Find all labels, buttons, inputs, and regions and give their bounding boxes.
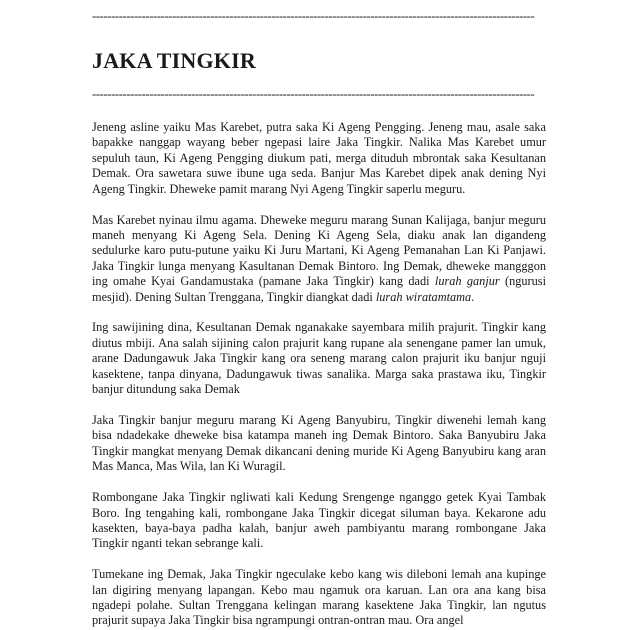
paragraph-2-text-c: . (471, 289, 475, 304)
paragraph-2-italic-lurah-ganjur: lurah ganjur (434, 274, 500, 289)
paragraph-1: Jeneng asline yaiku Mas Karebet, putra saka Ki Ageng Pengging. Jeneng mau, asale saka bapakke nanggap wayang beber ngepasi laire Jaka Tingkir. Nalika Mas Karebet umur sepuluh taun, Ki Ageng Pengging diukum pati, merga dituduh mbrontak saka Kesultanan Demak. Ora sawetara suwe ibune uga seda. Banjur Mas Karebet dipek anak dening Nyi Ageng Tingkir. Dheweke pamit marang Nyi Ageng Tingkir saperlu meguru. (92, 120, 546, 196)
dashed-rule-top: -------------------------------------------------------------------------------------------------------------------- (92, 10, 535, 23)
page-title: JAKA TINGKIR (92, 48, 256, 73)
paragraph-2-text-a: Mas Karebet nyinau ilmu agama. Dheweke meguru marang Sunan Kalijaga, banjur meguru maneh menyang Ki Ageng Sela. Dening Ki Ageng Sela, diaku anak lan digandeng sedulurke karo putu-putune yaiku Ki Juru Martani, Ki Ageng Pemanahan Lan Ki Panjawi. Jaka Tingkir lunga menyang Kasultanan Demak Bintoro. Ing Demak, dheweke mangggon ing omahe Kyai Gandamustaka (pamane Jaka Tingkir) kang dadi (92, 212, 546, 289)
paragraph-2-text-b: (ngurusi mesjid). Dening Sultan Trenggana, Tingkir diangkat dadi (92, 274, 546, 304)
paragraph-3: Ing sawijining dina, Kesultanan Demak nganakake sayembara milih prajurit. Tingkir kang diutus mbiji. Ana salah sijining calon prajurit kang rupane ala senengane pamer lan umuk, arane Dadungawuk Jaka Tingkir kang ora seneng marang calon prajurit iku banjur nguji kasektene, tanpa dinyana, Dadungawuk tiwas sanalika. Marga saka prastawa iku, Tingkir banjur ditundung saka Demak (92, 320, 546, 397)
paragraph-4: Jaka Tingkir banjur meguru marang Ki Ageng Banyubiru, Tingkir diwenehi lemah kang bisa ndadekake dheweke bisa katampa maneh ing Demak Bintoro. Saka Banyubiru Jaka Tingkir mangkat menyang Demak dikancani dening muride Ki Ageng Banyubiru kang aran Mas Manca, Mas Wila, lan Ki Wuragil. (92, 413, 546, 474)
paragraph-5: Rombongane Jaka Tingkir ngliwati kali Kedung Srengenge nganggo getek Kyai Tambak Boro. Ing tengahing kali, rombongane Jaka Tingkir dicegat siluman baya. Kekarone adu kasekten, baya-baya padha kalah, banjur aweh pambiyantu marang rombongane Jaka Tingkir nganti tekan sebrange kali. (92, 490, 546, 551)
paragraph-2-italic-lurah-wiratamtama: lurah wiratamtama (375, 289, 472, 304)
paragraph-6: Tumekane ing Demak, Jaka Tingkir ngeculake kebo kang wis dileboni lemah ana kupinge lan digiring menyang lapangan. Kebo mau ngamuk ora karuan. Lan ora ana kang bisa ngadepi polahe. Sultan Trenggana kelingan marang kasektene Jaka Tingkir, lan ngutus prajurit supaya Jaka Tingkir bisa ngrampungi ontran-ontran mau. Ora angel (92, 567, 546, 628)
paragraph-2 (92, 213, 546, 305)
dashed-rule-under-title: -------------------------------------------------------------------------------------------------------------------- (92, 88, 535, 101)
document-body (92, 8, 546, 630)
